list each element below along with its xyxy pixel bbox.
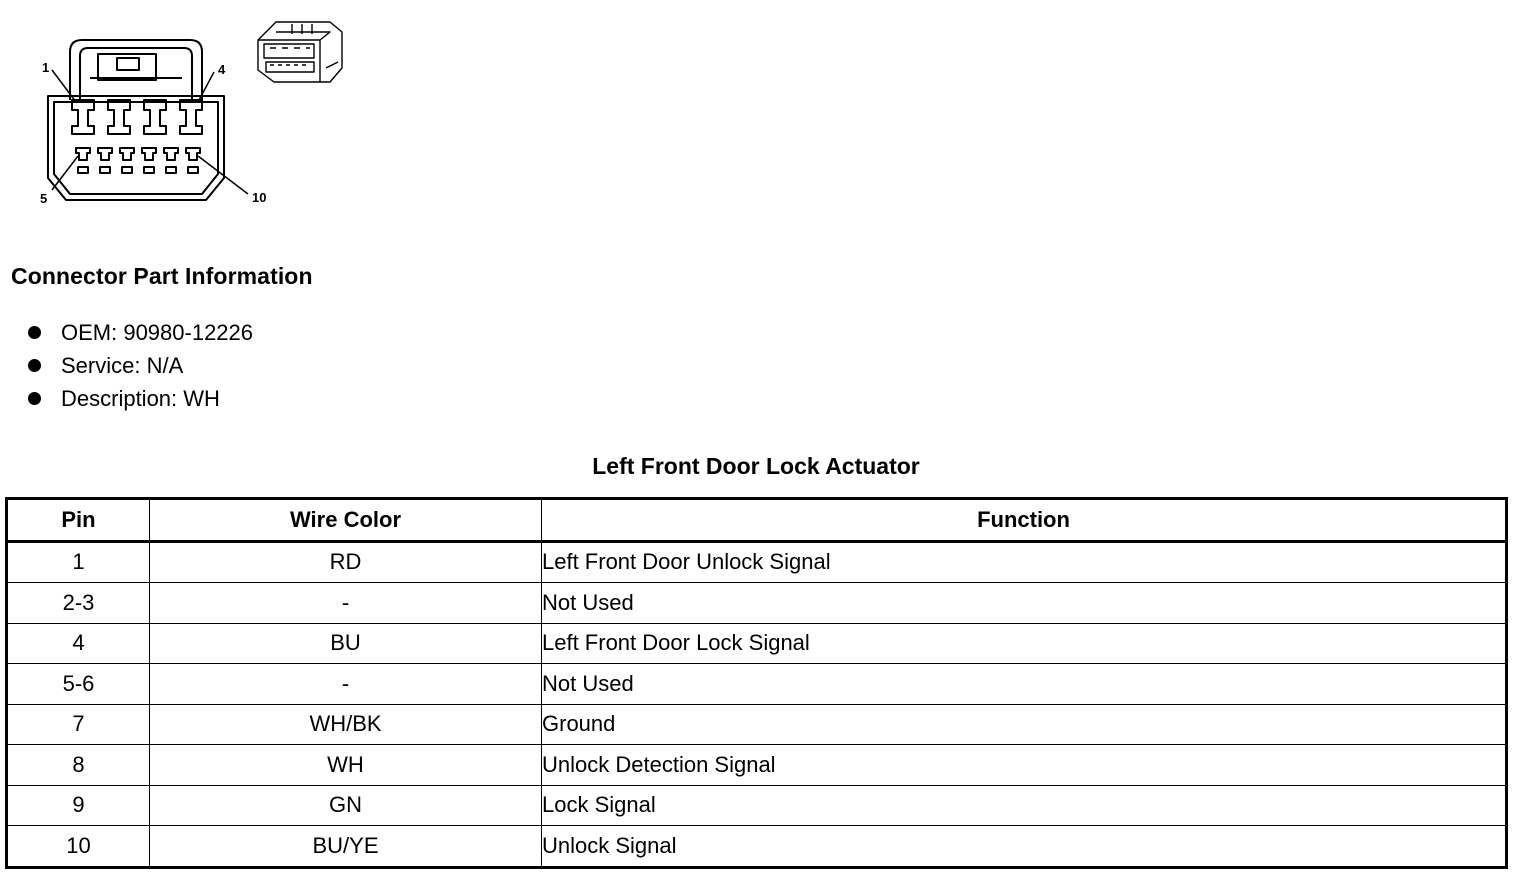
wire-color-cell: GN <box>150 785 542 826</box>
pin-label-10: 10 <box>252 190 267 205</box>
pin-label-5: 5 <box>40 191 48 206</box>
table-caption: Left Front Door Lock Actuator <box>592 453 920 479</box>
pin-cell: 10 <box>7 826 150 868</box>
pin-cell: 7 <box>7 704 150 745</box>
pin-label-1: 1 <box>42 60 50 75</box>
pin-cell: 4 <box>7 623 150 664</box>
upper-terminal-row <box>72 100 202 134</box>
pinout-table <box>5 497 1508 869</box>
connector-3d-thumbnail <box>258 22 342 82</box>
table-row <box>7 541 1507 583</box>
wire-color-cell: WH <box>150 745 542 786</box>
function-cell: Left Front Door Unlock Signal <box>542 541 1507 583</box>
table-header-row <box>7 499 1507 542</box>
function-cell: Lock Signal <box>542 785 1507 826</box>
table-row <box>7 704 1507 745</box>
list-item-service <box>28 349 253 382</box>
table-row <box>7 785 1507 826</box>
function-cell: Left Front Door Lock Signal <box>542 623 1507 664</box>
column-header-wire-color: Wire Color <box>150 499 542 542</box>
bullet-icon <box>28 392 41 405</box>
wire-color-cell: WH/BK <box>150 704 542 745</box>
part-info-list <box>28 316 253 415</box>
oem-text: OEM: 90980-12226 <box>61 319 254 345</box>
bullet-icon <box>28 359 41 372</box>
wire-color-cell: - <box>150 583 542 624</box>
connector-face-diagram <box>30 10 370 215</box>
table-row <box>7 745 1507 786</box>
lower-terminal-row <box>76 148 200 173</box>
function-cell: Unlock Detection Signal <box>542 745 1507 786</box>
description-text: Description: WH <box>61 385 220 411</box>
table-row <box>7 583 1507 624</box>
wire-color-cell: RD <box>150 541 542 583</box>
table-row <box>7 664 1507 705</box>
function-cell: Not Used <box>542 664 1507 705</box>
service-text: Service: N/A <box>61 352 184 378</box>
function-cell: Unlock Signal <box>542 826 1507 868</box>
wire-color-cell: BU/YE <box>150 826 542 868</box>
pin-cell: 1 <box>7 541 150 583</box>
function-cell: Not Used <box>542 583 1507 624</box>
table-row <box>7 623 1507 664</box>
pin-cell: 8 <box>7 745 150 786</box>
wire-color-cell: - <box>150 664 542 705</box>
bullet-icon <box>28 326 41 339</box>
wire-color-cell: BU <box>150 623 542 664</box>
pin-label-4: 4 <box>218 62 226 77</box>
list-item-oem <box>28 316 253 349</box>
column-header-function: Function <box>542 499 1507 542</box>
pin-cell: 9 <box>7 785 150 826</box>
connector-part-information-heading: Connector Part Information <box>11 263 313 289</box>
column-header-pin: Pin <box>7 499 150 542</box>
pin-cell: 5-6 <box>7 664 150 705</box>
function-cell: Ground <box>542 704 1507 745</box>
pin-cell: 2-3 <box>7 583 150 624</box>
table-row <box>7 826 1507 868</box>
list-item-description <box>28 382 253 415</box>
